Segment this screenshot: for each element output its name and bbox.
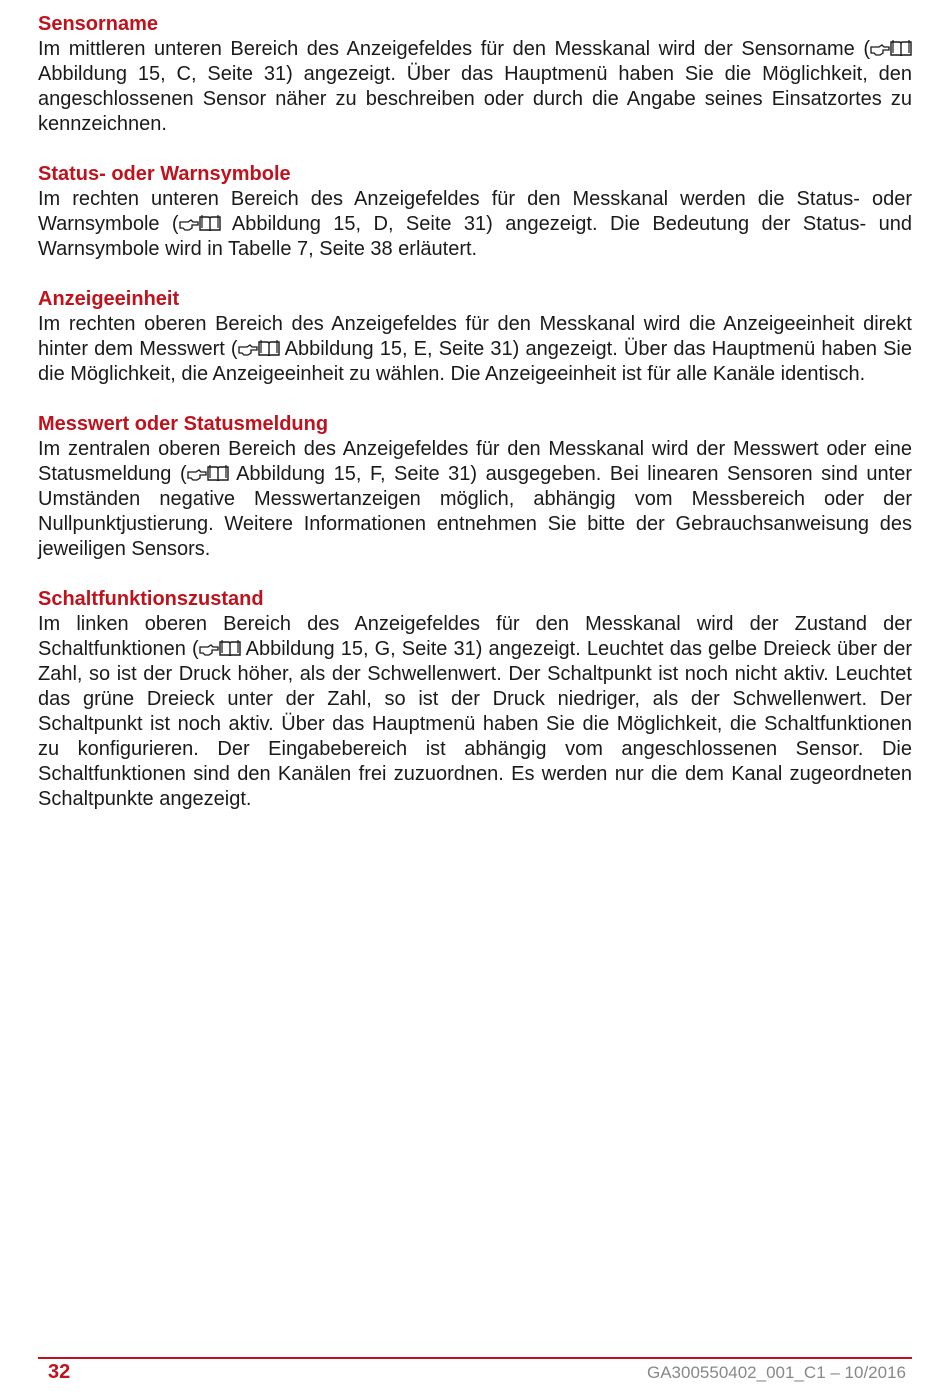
section-heading: Messwert oder Statusmeldung <box>38 413 329 435</box>
section-heading: Status- oder Warnsymbole <box>38 163 291 185</box>
section-sensorname <box>38 12 912 137</box>
section-paragraph <box>38 612 912 812</box>
paragraph-text: Abbildung 15, F, Seite 31) ausgegeben. Bei linearen Sensoren sind unter Umständen negative Messwertanzeigen möglich, abhängig vom Messbereich oder der Nullpunktjustierung. Weitere Informationen entnehmen Sie bitte der Gebrauchsanweisung des jeweiligen Sensors. <box>38 463 912 560</box>
book-icon <box>207 464 229 482</box>
section-heading: Anzeigeeinheit <box>38 288 180 310</box>
pointing-hand-icon <box>199 643 219 657</box>
document-body <box>38 12 912 837</box>
section-heading: Sensorname <box>38 13 159 35</box>
cross-reference-icons <box>199 637 241 662</box>
cross-reference-icons <box>187 462 229 487</box>
section-heading: Schaltfunktionszustand <box>38 588 264 610</box>
cross-reference-icons <box>179 212 221 237</box>
pointing-hand-icon <box>179 218 199 232</box>
book-icon <box>199 214 221 232</box>
footer-divider <box>38 1357 912 1359</box>
section-paragraph <box>38 437 912 562</box>
paragraph-text: Abbildung 15, G, Seite 31) angezeigt. Leuchtet das gelbe Dreieck über der Zahl, so ist der Druck höher, als der Schwellenwert. Der Schaltpunkt ist noch nicht aktiv. Leuchtet das grüne Dreieck unter der Zahl, so ist der Druck niedriger, als der Schwellenwert. Der Schaltpunkt ist noch aktiv. Über das Hauptmenü haben Sie die Möglichkeit, die Schaltfunktionen zu konfigurieren. Der Eingabebereich ist abhängig vom angeschlossenen Sensor. Die Schaltfunktionen sind den Kanälen frei zuzuordnen. Es werden nur die dem Kanal zugeordneten Schaltpunkte angezeigt. <box>38 638 912 810</box>
paragraph-text: Im mittleren unteren Bereich des Anzeigefeldes für den Messkanal wird der Sensorname ( <box>38 38 870 60</box>
book-icon <box>219 639 241 657</box>
document-id: GA300550402_001_C1 – 10/2016 <box>646 1363 906 1382</box>
section-paragraph <box>38 37 912 137</box>
pointing-hand-icon <box>870 43 890 57</box>
paragraph-text: Abbildung 15, C, Seite 31) angezeigt. Über das Hauptmenü haben Sie die Möglichkeit, den angeschlossenen Sensor näher zu beschreiben oder durch die Angabe seines Einsatzortes zu kennzeichnen. <box>38 63 912 135</box>
book-icon <box>258 339 280 357</box>
pointing-hand-icon <box>238 343 258 357</box>
page-number: 32 <box>48 1361 71 1383</box>
section-status-warnsymbole <box>38 162 912 262</box>
section-messwert-statusmeldung <box>38 412 912 562</box>
section-anzeigeeinheit <box>38 287 912 387</box>
section-schaltfunktionszustand <box>38 587 912 812</box>
cross-reference-icons <box>238 337 280 362</box>
paragraph-text: Abbildung 15, E, Seite 31) angezeigt. Über das Hauptmenü haben Sie die Möglichkeit, die Anzeigeeinheit zu wählen. Die Anzeigeeinheit ist für alle Kanäle identisch. <box>38 338 912 385</box>
section-paragraph <box>38 187 912 262</box>
paragraph-text: Im rechten unteren Bereich des Anzeigefeldes für den Messkanal werden die Status- oder Warnsymbole ( <box>38 188 912 235</box>
paragraph-text: Im zentralen oberen Bereich des Anzeigefeldes für den Messkanal wird der Messwert oder eine Statusmeldung ( <box>38 438 912 485</box>
cross-reference-icons <box>870 37 912 62</box>
pointing-hand-icon <box>187 468 207 482</box>
page-footer <box>38 1357 912 1397</box>
paragraph-text: Im rechten oberen Bereich des Anzeigefeldes für den Messkanal wird die Anzeigeeinheit direkt hinter dem Messwert ( <box>38 313 912 360</box>
section-paragraph <box>38 312 912 387</box>
paragraph-text: Abbildung 15, D, Seite 31) angezeigt. Die Bedeutung der Status- und Warnsymbole wird in Tabelle 7, Seite 38 erläutert. <box>38 213 912 260</box>
paragraph-text: Im linken oberen Bereich des Anzeigefeldes für den Messkanal wird der Zustand der Schaltfunktionen ( <box>38 613 912 660</box>
book-icon <box>890 39 912 57</box>
